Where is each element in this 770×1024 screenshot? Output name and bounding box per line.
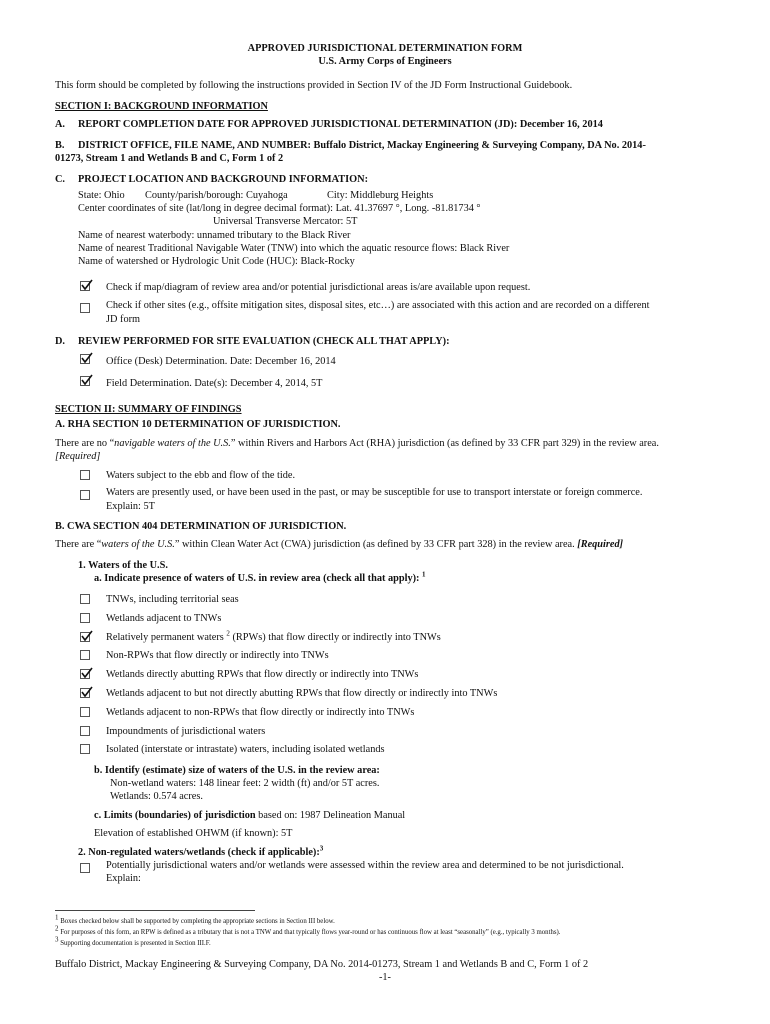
- item-b-letter: B.: [55, 140, 65, 151]
- nearest-waterbody: Name of nearest waterbody: unnamed tributary to the Black River: [78, 230, 351, 241]
- map-available-checkbox[interactable]: [80, 281, 90, 291]
- indicate-presence-heading: a. Indicate presence of waters of U.S. in review area (check all that apply): $^1$: [94, 570, 426, 584]
- waters-checkbox-label: Isolated (interstate or intrastate) waters, including isolated wetlands: [106, 744, 385, 755]
- rha-text: There are no “navigable waters of the U.S.” within Rivers and Harbors Act (RHA) jurisdiction (as defined by 33 CFR part 329) in the review area.: [55, 438, 659, 449]
- waters-of-us-heading: 1. Waters of the U.S.: [78, 560, 168, 571]
- waters-checkbox-label: Wetlands adjacent to TNWs: [106, 613, 222, 624]
- footnote-3: $^3$ Supporting documentation is presented in Section III.F.: [55, 935, 211, 947]
- report-completion-date: REPORT COMPLETION DATE FOR APPROVED JURISDICTIONAL DETERMINATION (JD): December 16, 2014: [78, 119, 603, 130]
- city-field: City: Middleburg Heights: [327, 190, 434, 201]
- cwa-text: There are “waters of the U.S.” within Clean Water Act (CWA) jurisdiction (as defined by 33 CFR part 328) in the review area. [Required]: [55, 539, 624, 550]
- waters-checkbox-label: TNWs, including territorial seas: [106, 594, 239, 605]
- cwa-heading: B. CWA SECTION 404 DETERMINATION OF JURISDICTION.: [55, 521, 347, 532]
- waters-checkbox-label: Relatively permanent waters $^2$ (RPWs) that flow directly or indirectly into TNWs: [106, 629, 441, 643]
- waters-checkbox[interactable]: [80, 707, 90, 717]
- district-file-line2: 01273, Stream 1 and Wetlands B and C, Form 1 of 2: [55, 153, 284, 164]
- rha-required: [Required]: [55, 451, 101, 462]
- non-jurisdictional-label: Potentially jurisdictional waters and/or wetlands were assessed within the review area and determined to be not jurisdictional.: [106, 860, 624, 871]
- commerce-waters-checkbox[interactable]: [80, 490, 90, 500]
- waters-checkbox-label: Wetlands adjacent to but not directly abutting RPWs that flow directly or indirectly into TNWs: [106, 688, 498, 699]
- utm-field: Universal Transverse Mercator: 5T: [213, 216, 358, 227]
- waters-checkbox[interactable]: [80, 632, 90, 642]
- wetland-size: Wetlands: 0.574 acres.: [110, 791, 203, 802]
- non-jurisdictional-explain: Explain:: [106, 873, 141, 884]
- nearest-tnw: Name of nearest Traditional Navigable Water (TNW) into which the aquatic resource flows: Black River: [78, 243, 510, 254]
- tidal-waters-label: Waters subject to the ebb and flow of the tide.: [106, 470, 296, 481]
- rha-heading: A. RHA SECTION 10 DETERMINATION OF JURISDICTION.: [55, 419, 341, 430]
- other-sites-label-1: Check if other sites (e.g., offsite mitigation sites, disposal sites, etc…) are associated with this action and are recorded on a different: [106, 300, 650, 311]
- waters-checkbox[interactable]: [80, 726, 90, 736]
- page-number: -1-: [378, 972, 391, 983]
- form-subtitle: U.S. Army Corps of Engineers: [318, 56, 452, 67]
- waters-checkbox-label: Wetlands directly abutting RPWs that flow directly or indirectly into TNWs: [106, 669, 419, 680]
- field-determination-label: Field Determination. Date(s): December 4, 2014, 5T: [106, 378, 323, 389]
- commerce-waters-label: Waters are presently used, or have been used in the past, or may be susceptible for use to transport interstate or foreign commerce.: [106, 487, 643, 498]
- commerce-explain: Explain: 5T: [106, 501, 155, 512]
- ohwm-elevation: Elevation of established OHWM (if known): 5T: [94, 828, 293, 839]
- size-heading: b. Identify (estimate) size of waters of the U.S. in the review area:: [94, 765, 380, 776]
- watershed-huc: Name of watershed or Hydrologic Unit Code (HUC): Black-Rocky: [78, 256, 355, 267]
- office-determination-checkbox[interactable]: [80, 354, 90, 364]
- form-intro: This form should be completed by following the instructions provided in Section IV of the JD Form Instructional Guidebook.: [55, 80, 573, 91]
- other-sites-label-2: JD form: [106, 314, 141, 325]
- footnote-divider: [55, 910, 255, 911]
- footnote-2: $^2$ For purposes of this form, an RPW is defined as a tributary that is not a TNW and that typically flows year-round or has continuous flow at least “seasonally” (e.g., typically 3 months).: [55, 924, 561, 936]
- district-file-line1: DISTRICT OFFICE, FILE NAME, AND NUMBER: Buffalo District, Mackay Engineering & Surveying Company, DA No. 2014-: [78, 140, 646, 151]
- waters-checkbox[interactable]: [80, 613, 90, 623]
- non-regulated-heading: 2. Non-regulated waters/wetlands (check if applicable):$^3$: [78, 844, 324, 858]
- non-jurisdictional-checkbox[interactable]: [80, 863, 90, 873]
- item-c-letter: C.: [55, 174, 66, 185]
- waters-checkbox-label: Wetlands adjacent to non-RPWs that flow directly or indirectly into TNWs: [106, 707, 415, 718]
- section1-heading: SECTION I: BACKGROUND INFORMATION: [55, 101, 268, 112]
- footer-file-line: Buffalo District, Mackay Engineering & Surveying Company, DA No. 2014-01273, Stream 1 and Wetlands B and C, Form 1 of 2: [55, 959, 589, 970]
- section2-heading: SECTION II: SUMMARY OF FINDINGS: [55, 404, 242, 415]
- waters-checkbox-label: Non-RPWs that flow directly or indirectly into TNWs: [106, 650, 329, 661]
- other-sites-checkbox[interactable]: [80, 303, 90, 313]
- non-wetland-size: Non-wetland waters: 148 linear feet: 2 width (ft) and/or 5T acres.: [110, 778, 380, 789]
- waters-checkbox-label: Impoundments of jurisdictional waters: [106, 726, 266, 737]
- waters-checkbox[interactable]: [80, 669, 90, 679]
- state-field: State: Ohio: [78, 190, 125, 201]
- waters-checkbox[interactable]: [80, 688, 90, 698]
- county-field: County/parish/borough: Cuyahoga: [145, 190, 288, 201]
- location-heading: PROJECT LOCATION AND BACKGROUND INFORMATION:: [78, 174, 369, 185]
- coordinates-field: Center coordinates of site (lat/long in degree decimal format): Lat. 41.37697 °, Long. -81.81734 °: [78, 203, 481, 214]
- waters-checkbox[interactable]: [80, 594, 90, 604]
- item-d-letter: D.: [55, 336, 66, 347]
- footnote-1: $^1$ Boxes checked below shall be supported by completing the appropriate sections in Section III below.: [55, 913, 335, 925]
- review-heading: REVIEW PERFORMED FOR SITE EVALUATION (CHECK ALL THAT APPLY):: [78, 336, 450, 347]
- waters-checkbox[interactable]: [80, 744, 90, 754]
- item-a-letter: A.: [55, 119, 66, 130]
- limits-line: c. Limits (boundaries) of jurisdiction based on: 1987 Delineation Manual: [94, 810, 406, 821]
- map-available-label: Check if map/diagram of review area and/or potential jurisdictional areas is/are available upon request.: [106, 282, 531, 293]
- field-determination-checkbox[interactable]: [80, 376, 90, 386]
- office-determination-label: Office (Desk) Determination. Date: December 16, 2014: [106, 356, 336, 367]
- form-title: APPROVED JURISDICTIONAL DETERMINATION FORM: [247, 43, 523, 54]
- tidal-waters-checkbox[interactable]: [80, 470, 90, 480]
- waters-checkbox[interactable]: [80, 650, 90, 660]
